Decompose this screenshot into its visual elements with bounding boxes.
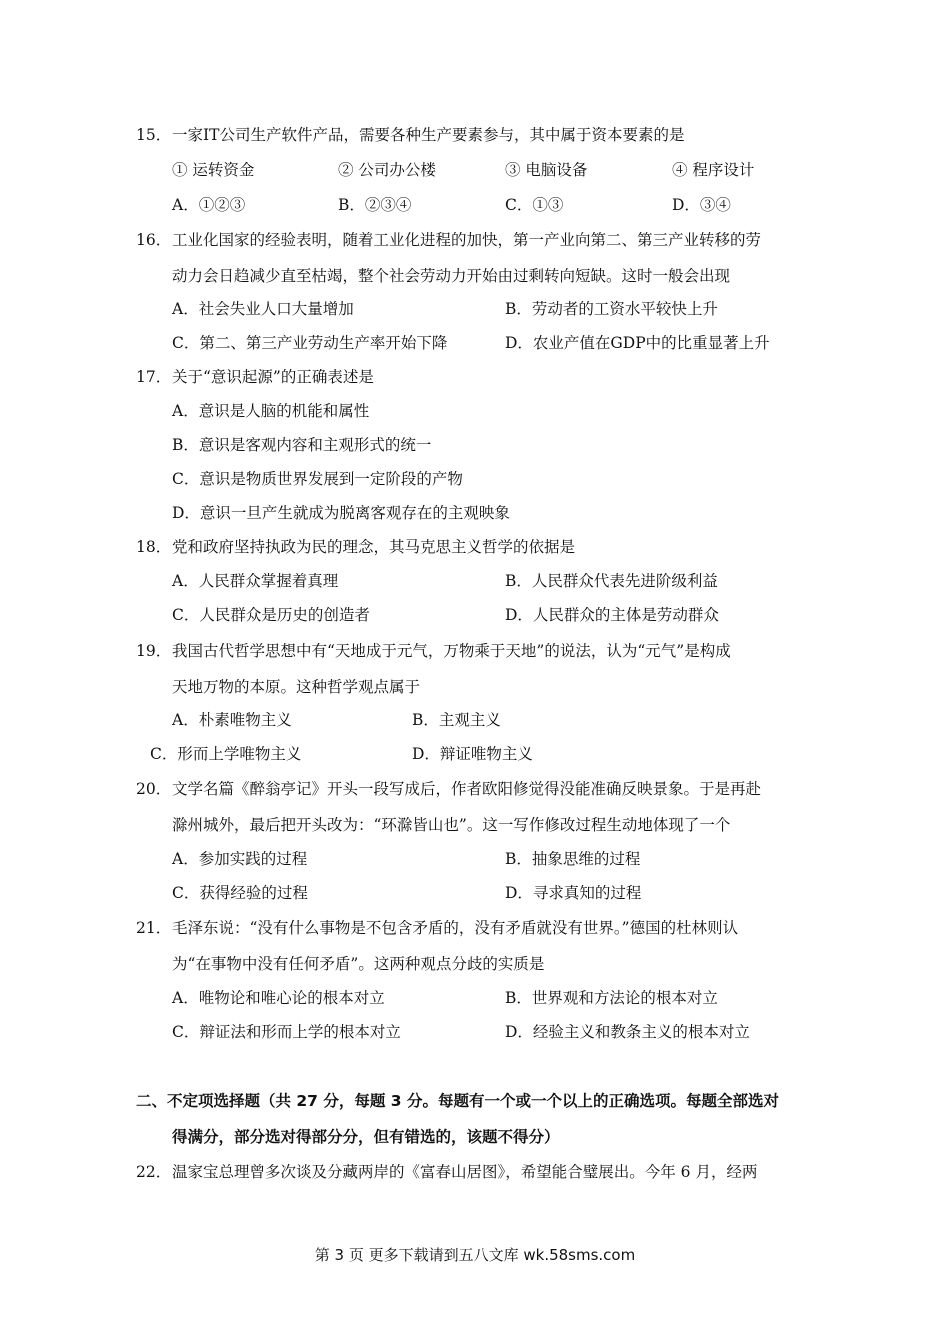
section-title-line-2: 得满分，部分选对得部分分，但有错选的，该题不得分） [172,1128,560,1146]
item: ① 运转资金 [172,161,255,179]
option-c: C．第二、第三产业劳动生产率开始下降 [172,334,448,352]
option-b: B．②③④ [338,196,412,214]
option-d: D．意识一旦产生就成为脱离客观存在的主观映象 [172,504,510,522]
option-b: B．世界观和方法论的根本对立 [505,989,718,1007]
question-stem: 温家宝总理曾多次谈及分藏两岸的《富春山居图》，希望能合璧展出。今年 6 月，经两 [172,1163,758,1181]
option-d: D．③④ [672,196,731,214]
option-c: C．①③ [505,196,564,214]
option-c: C．辩证法和形而上学的根本对立 [172,1023,401,1041]
item: ④ 程序设计 [672,161,755,179]
item: ② 公司办公楼 [338,161,436,179]
question-stem: 工业化国家的经验表明，随着工业化进程的加快，第一产业向第二、第三产业转移的劳 [172,231,762,249]
option-a: A．参加实践的过程 [172,850,308,868]
question-stem: 天地万物的本原。这种哲学观点属于 [172,678,421,696]
option-b: B．劳动者的工资水平较快上升 [505,300,718,318]
question-number: 20． [136,780,172,798]
option-d: D．农业产值在GDP中的比重显著上升 [505,334,770,352]
question-stem: 毛泽东说：“没有什么事物是不包含矛盾的，没有矛盾就没有世界。”德国的杜林则认 [172,919,739,937]
option-d: D．辩证唯物主义 [412,745,533,763]
question-stem: 动力会日趋减少直至枯竭，整个社会劳动力开始由过剩转向短缺。这时一般会出现 [172,267,731,285]
option-b: B．主观主义 [412,711,501,729]
option-a: A．朴素唯物主义 [172,711,292,729]
question-stem: 一家IT公司生产软件产品，需要各种生产要素参与，其中属于资本要素的是 [172,126,685,144]
option-b: B．意识是客观内容和主观形式的统一 [172,436,432,454]
question-stem: 关于“意识起源”的正确表述是 [172,368,374,386]
section-title-line-1: 二、不定项选择题（共 27 分，每题 3 分。每题有一个或一个以上的正确选项。每题全部选对 [136,1092,779,1110]
item: ③ 电脑设备 [505,161,588,179]
question-number: 18． [136,538,172,556]
question-stem: 文学名篇《醉翁亭记》开头一段写成后，作者欧阳修觉得没能准确反映景象。于是再赴 [172,780,762,798]
option-a: A．人民群众掌握着真理 [172,572,339,590]
question-number: 16． [136,231,172,249]
option-c: C．形而上学唯物主义 [150,745,302,763]
option-c: C．人民群众是历史的创造者 [172,606,370,624]
page-footer: 第 3 页 更多下载请到五八文库 wk.58sms.com [314,1246,636,1264]
option-d: D．人民群众的主体是劳动群众 [505,606,719,624]
question-number: 15． [136,126,172,144]
option-c: C．获得经验的过程 [172,884,308,902]
question-number: 22． [136,1163,172,1181]
option-a: A．社会失业人口大量增加 [172,300,354,318]
option-a: A．意识是人脑的机能和属性 [172,402,370,420]
question-number: 19． [136,642,172,660]
option-d: D．寻求真知的过程 [505,884,642,902]
question-stem: 党和政府坚持执政为民的理念，其马克思主义哲学的依据是 [172,538,576,556]
question-stem: 为“在事物中没有任何矛盾”。这两种观点分歧的实质是 [172,955,545,973]
option-a: A．①②③ [172,196,246,214]
question-number: 21． [136,919,172,937]
option-d: D．经验主义和教条主义的根本对立 [505,1023,750,1041]
option-a: A．唯物论和唯心论的根本对立 [172,989,385,1007]
option-c: C．意识是物质世界发展到一定阶段的产物 [172,470,463,488]
question-stem: 我国古代哲学思想中有“天地成于元气，万物乘于天地”的说法，认为“元气”是构成 [172,642,731,660]
option-b: B．抽象思维的过程 [505,850,641,868]
option-b: B．人民群众代表先进阶级利益 [505,572,718,590]
question-stem: 滁州城外，最后把开头改为：“环滁皆山也”。这一写作修改过程生动地体现了一个 [172,816,731,834]
question-number: 17． [136,368,172,386]
